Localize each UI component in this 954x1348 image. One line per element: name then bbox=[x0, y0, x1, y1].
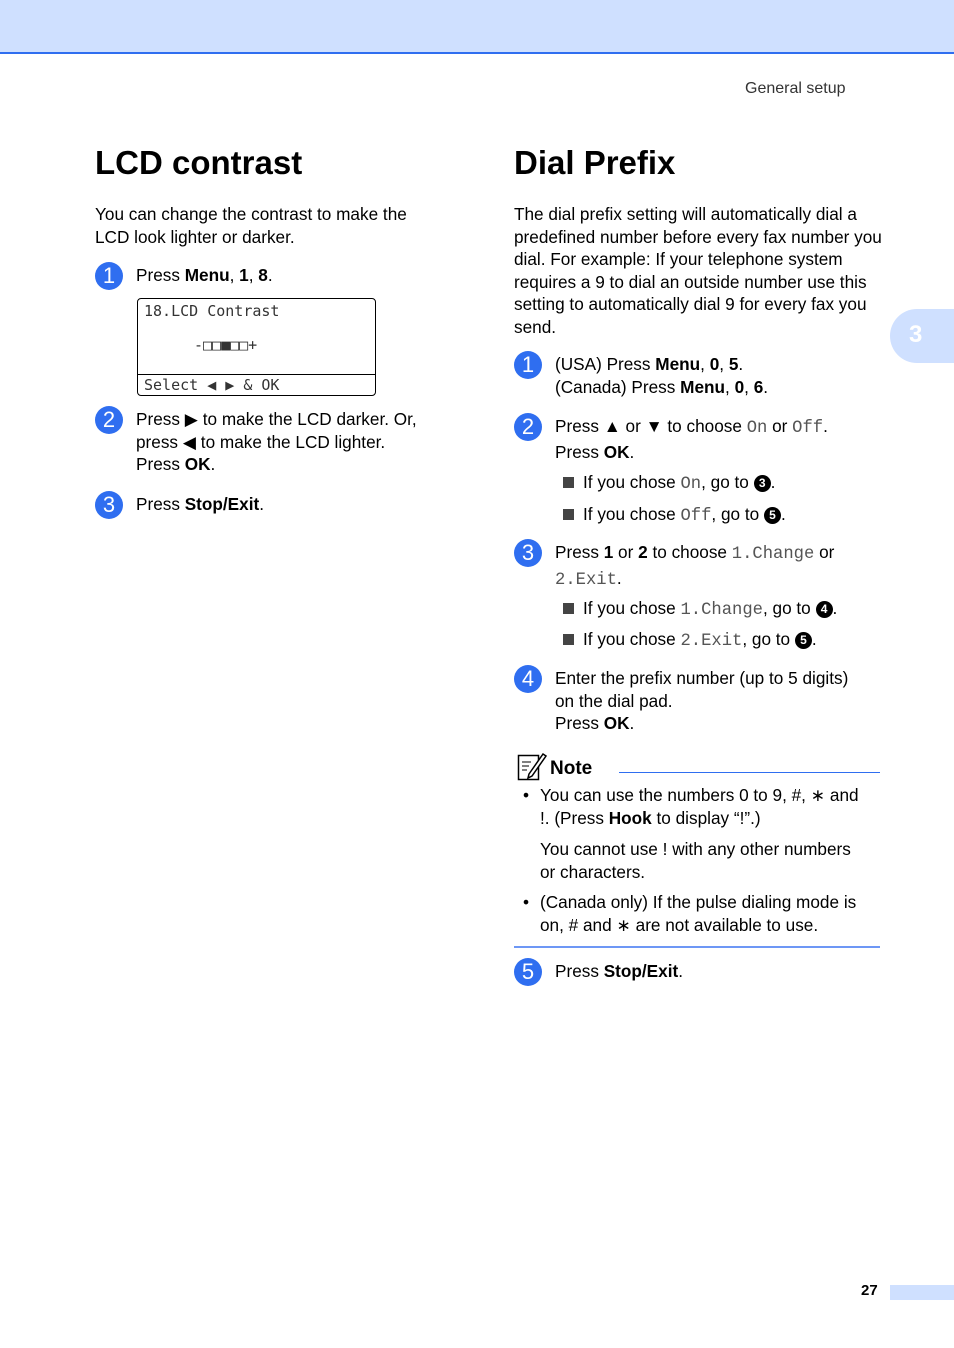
step-number: 1 bbox=[95, 262, 123, 290]
square-bullet-icon bbox=[563, 509, 574, 520]
note-paragraph: You cannot use ! with any other numbers or characters. bbox=[540, 839, 851, 882]
prefix-step-3 bbox=[514, 539, 834, 592]
note-title: Note bbox=[550, 758, 593, 779]
prefix-step-4 bbox=[514, 665, 848, 735]
step-number: 3 bbox=[95, 491, 123, 519]
down-arrow-icon: ▼ bbox=[645, 416, 663, 436]
step-number: 2 bbox=[514, 413, 542, 441]
prefix-step-5 bbox=[514, 958, 683, 986]
square-bullet-icon bbox=[563, 634, 574, 645]
lcd-step-2 bbox=[95, 406, 417, 476]
left-arrow-icon: ◀ bbox=[182, 431, 197, 452]
note-bullet-2: • (Canada only) If the pulse dialing mode is on, # and ∗ are not available to use. bbox=[523, 892, 857, 935]
page-number: 27 bbox=[861, 1282, 878, 1299]
step-text: Press Menu, 1, 8. bbox=[136, 265, 273, 285]
step-text: Press ▶ to make the LCD darker. Or, press ◀ to make the LCD lighter. Press OK. bbox=[136, 409, 417, 474]
prefix-step-1 bbox=[514, 351, 768, 398]
dial-prefix-title: Dial Prefix bbox=[514, 144, 676, 181]
step-number: 3 bbox=[514, 539, 542, 567]
lcd-line-3: Select ◀ ▶ & OK bbox=[144, 376, 280, 394]
step-text: Press 1 or 2 to choose 1.Change or 2.Exit. bbox=[555, 542, 835, 590]
note-bullet-1: • You can use the numbers 0 to 9, #, ∗ and !. (Press Hook to display “!”.) bbox=[523, 785, 859, 828]
step-number: 2 bbox=[95, 406, 123, 434]
step-text: Enter the prefix number (up to 5 digits) on the dial pad. Press OK. bbox=[555, 668, 849, 733]
note-pencil-icon bbox=[517, 752, 547, 782]
section-header: General setup bbox=[745, 80, 846, 97]
prefix-step-2-bullet-1: If you chose On, go to 3 . bbox=[563, 471, 775, 497]
step-text: Press Stop/Exit. bbox=[136, 494, 264, 514]
note-divider bbox=[619, 772, 880, 773]
step-text: Press Stop/Exit. bbox=[555, 961, 683, 981]
step-number: 4 bbox=[514, 665, 542, 693]
dial-prefix-intro: The dial prefix setting will automatically dial a predefined number before every fax number you dial. For example: If your telephone system requires a 9 to dial an outside number use this setting to automatically dial 9 for every fax you send. bbox=[514, 204, 882, 337]
lcd-line-2: -□□■□□+ bbox=[194, 336, 258, 354]
header-bar bbox=[0, 0, 954, 54]
lcd-line-1: 18.LCD Contrast bbox=[144, 302, 280, 320]
chapter-tab bbox=[890, 309, 954, 363]
prefix-step-2-bullet-2: If you chose Off, go to 5 . bbox=[563, 503, 786, 529]
square-bullet-icon bbox=[563, 477, 574, 488]
right-arrow-icon: ▶ bbox=[184, 409, 198, 429]
footer-bar bbox=[890, 1285, 954, 1300]
chapter-number: 3 bbox=[909, 321, 923, 348]
lcd-display bbox=[137, 298, 376, 396]
lcd-line-3-wrap bbox=[138, 374, 375, 395]
step-text: (USA) Press Menu, 0, 5. (Canada) Press Menu, 0, 6. bbox=[555, 354, 769, 397]
lcd-contrast-intro: You can change the contrast to make the LCD look lighter or darker. bbox=[95, 204, 407, 247]
note-bottom-rule bbox=[514, 946, 880, 948]
step-number: 5 bbox=[514, 958, 542, 986]
lcd-step-1 bbox=[95, 262, 273, 290]
up-arrow-icon: ▲ bbox=[603, 416, 621, 436]
square-bullet-icon bbox=[563, 603, 574, 614]
lcd-contrast-title: LCD contrast bbox=[95, 144, 303, 181]
step-text: Press ▲ or ▼ to choose On or Off. Press OK. bbox=[555, 416, 828, 462]
prefix-step-3-bullet-1: If you chose 1.Change, go to 4 . bbox=[563, 597, 837, 623]
step-number: 1 bbox=[514, 351, 542, 379]
prefix-step-2 bbox=[514, 413, 828, 463]
prefix-step-3-bullet-2: If you chose 2.Exit, go to 5 . bbox=[563, 628, 817, 654]
lcd-step-3 bbox=[95, 491, 264, 519]
note-header bbox=[517, 752, 880, 787]
